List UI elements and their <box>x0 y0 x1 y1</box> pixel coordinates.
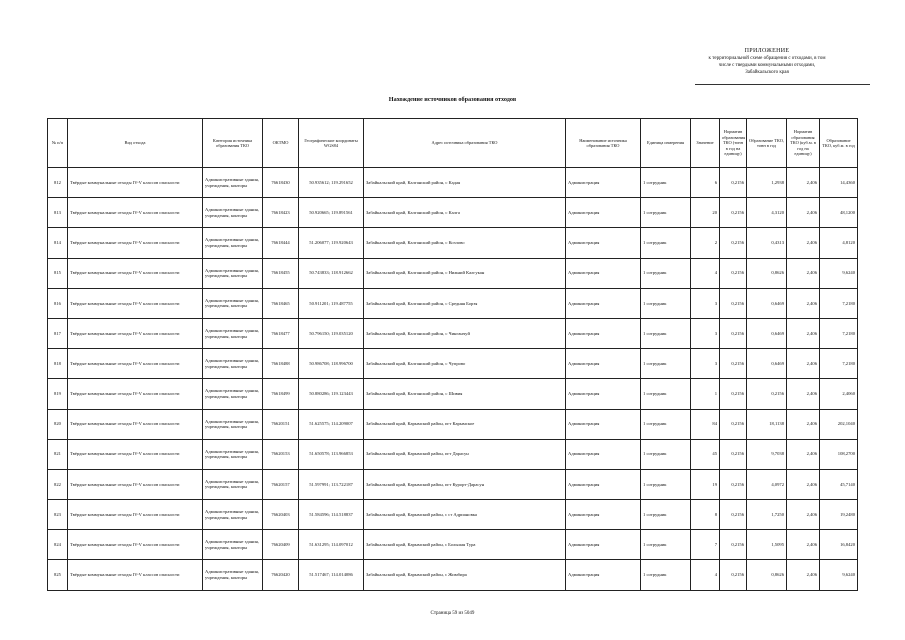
formation-tonnes-cell: 0,6469 <box>747 349 787 379</box>
category-cell: Административные здания, учреждения, конторы <box>203 500 263 530</box>
norm-cubic-cell: 2,406 <box>787 500 820 530</box>
table-row <box>48 258 858 288</box>
unit-cell: 1 сотрудник <box>641 168 691 198</box>
norm-tonnes-cell: 0,2156 <box>720 530 747 560</box>
formation-tonnes-cell: 1,7250 <box>747 500 787 530</box>
norm-cubic-cell: 2,406 <box>787 318 820 348</box>
norm-cubic-cell: 2,406 <box>787 228 820 258</box>
norm-cubic-cell: 2,406 <box>787 530 820 560</box>
waste-type-cell: Твёрдые коммунальные отходы IV-V классов опасности <box>68 439 203 469</box>
formation-cubic-cell: 19,2480 <box>820 500 858 530</box>
address-cell: Забайкальский край, Калганский район, с Нижний Калгукан <box>364 258 566 288</box>
source-name-cell: Администрация <box>566 409 641 439</box>
formation-cubic-cell: 7,2180 <box>820 288 858 318</box>
category-cell: Административные здания, учреждения, конторы <box>203 530 263 560</box>
oktmo-cell: 76618488 <box>263 349 299 379</box>
source-name-cell: Администрация <box>566 379 641 409</box>
table-row <box>48 168 858 198</box>
norm-cubic-cell: 2,406 <box>787 168 820 198</box>
table-row <box>48 349 858 379</box>
column-header: Значение <box>691 119 720 168</box>
table-row <box>48 409 858 439</box>
norm-cubic-cell: 2,406 <box>787 469 820 499</box>
table-body <box>48 168 858 591</box>
norm-tonnes-cell: 0,2156 <box>720 439 747 469</box>
unit-cell: 1 сотрудник <box>641 379 691 409</box>
norm-cubic-cell: 2,406 <box>787 560 820 590</box>
oktmo-cell: 76620151 <box>263 409 299 439</box>
formation-cubic-cell: 4,8120 <box>820 228 858 258</box>
value-cell: 7 <box>691 530 720 560</box>
oktmo-cell: 76620420 <box>263 560 299 590</box>
norm-tonnes-cell: 0,2156 <box>720 500 747 530</box>
unit-cell: 1 сотрудник <box>641 439 691 469</box>
coordinates-cell: 51.206077; 119.920643 <box>299 228 364 258</box>
category-cell: Административные здания, учреждения, конторы <box>203 288 263 318</box>
waste-type-cell: Твёрдые коммунальные отходы IV-V классов опасности <box>68 469 203 499</box>
column-header: Вид отхода <box>68 119 203 168</box>
value-cell: 45 <box>691 439 720 469</box>
appendix-block <box>667 48 867 85</box>
row-number-cell: 822 <box>48 469 68 499</box>
address-cell: Забайкальский край, Карымский район, с ст Адриановка <box>364 500 566 530</box>
row-number-cell: 820 <box>48 409 68 439</box>
column-header: Норматив образования ТКО (тонн в год на единицу) <box>720 119 747 168</box>
category-cell: Административные здания, учреждения, конторы <box>203 168 263 198</box>
formation-tonnes-cell: 1,2938 <box>747 168 787 198</box>
row-number-cell: 815 <box>48 258 68 288</box>
unit-cell: 1 сотрудник <box>641 500 691 530</box>
address-cell: Забайкальский край, Калганский район, с Чупрово <box>364 349 566 379</box>
formation-cubic-cell: 9,6240 <box>820 560 858 590</box>
appendix-title: ПРИЛОЖЕНИЕ <box>744 48 790 54</box>
value-cell: 4 <box>691 560 720 590</box>
coordinates-cell: 51.625575; 114.209007 <box>299 409 364 439</box>
column-header: Географические координаты WGS84 <box>299 119 364 168</box>
coordinates-cell: 50.880286; 119.123443 <box>299 379 364 409</box>
address-cell: Забайкальский край, Карымский район, с Большая Тура <box>364 530 566 560</box>
column-header: Адрес источника образования ТКО <box>364 119 566 168</box>
source-name-cell: Администрация <box>566 560 641 590</box>
waste-type-cell: Твёрдые коммунальные отходы IV-V классов опасности <box>68 349 203 379</box>
source-name-cell: Администрация <box>566 228 641 258</box>
category-cell: Административные здания, учреждения, конторы <box>203 198 263 228</box>
unit-cell: 1 сотрудник <box>641 469 691 499</box>
unit-cell: 1 сотрудник <box>641 530 691 560</box>
norm-tonnes-cell: 0,2156 <box>720 349 747 379</box>
oktmo-cell: 76620409 <box>263 530 299 560</box>
oktmo-cell: 76620157 <box>263 469 299 499</box>
row-number-cell: 819 <box>48 379 68 409</box>
source-name-cell: Администрация <box>566 198 641 228</box>
norm-tonnes-cell: 0,2156 <box>720 228 747 258</box>
source-name-cell: Администрация <box>566 258 641 288</box>
value-cell: 3 <box>691 349 720 379</box>
oktmo-cell: 76618455 <box>263 258 299 288</box>
address-cell: Забайкальский край, Калганский район, с Калга <box>364 198 566 228</box>
value-cell: 8 <box>691 500 720 530</box>
formation-cubic-cell: 2,4060 <box>820 379 858 409</box>
formation-cubic-cell: 14,4360 <box>820 168 858 198</box>
column-header: № п/п <box>48 119 68 168</box>
waste-type-cell: Твёрдые коммунальные отходы IV-V классов опасности <box>68 288 203 318</box>
row-number-cell: 824 <box>48 530 68 560</box>
waste-type-cell: Твёрдые коммунальные отходы IV-V классов опасности <box>68 318 203 348</box>
coordinates-cell: 50.920665; 119.891561 <box>299 198 364 228</box>
formation-tonnes-cell: 0,4313 <box>747 228 787 258</box>
value-cell: 6 <box>691 168 720 198</box>
address-cell: Забайкальский край, Карымский район, с Жимбира <box>364 560 566 590</box>
norm-cubic-cell: 2,406 <box>787 198 820 228</box>
waste-type-cell: Твёрдые коммунальные отходы IV-V классов опасности <box>68 379 203 409</box>
value-cell: 84 <box>691 409 720 439</box>
norm-cubic-cell: 2,406 <box>787 349 820 379</box>
norm-cubic-cell: 2,406 <box>787 288 820 318</box>
waste-type-cell: Твёрдые коммунальные отходы IV-V классов опасности <box>68 258 203 288</box>
waste-type-cell: Твёрдые коммунальные отходы IV-V классов опасности <box>68 168 203 198</box>
table-row <box>48 560 858 590</box>
coordinates-cell: 51.597991; 113.722187 <box>299 469 364 499</box>
formation-tonnes-cell: 18,1138 <box>747 409 787 439</box>
category-cell: Административные здания, учреждения, конторы <box>203 228 263 258</box>
formation-tonnes-cell: 0,2156 <box>747 379 787 409</box>
norm-tonnes-cell: 0,2156 <box>720 168 747 198</box>
formation-cubic-cell: 202,1040 <box>820 409 858 439</box>
coordinates-cell: 50.935612; 119.291652 <box>299 168 364 198</box>
appendix-line: к территориальной схеме обращения с отходами, в том <box>708 56 826 61</box>
table-row <box>48 228 858 258</box>
waste-type-cell: Твёрдые коммунальные отходы IV-V классов опасности <box>68 530 203 560</box>
source-name-cell: Администрация <box>566 530 641 560</box>
value-cell: 3 <box>691 318 720 348</box>
column-header: Наименование источника образования ТКО <box>566 119 641 168</box>
category-cell: Административные здания, учреждения, конторы <box>203 409 263 439</box>
row-number-cell: 817 <box>48 318 68 348</box>
oktmo-cell: 76618499 <box>263 379 299 409</box>
column-header: ОКТМО <box>263 119 299 168</box>
page-footer: Страница 59 из 5049 <box>430 611 475 616</box>
table-row <box>48 439 858 469</box>
formation-tonnes-cell: 1,5095 <box>747 530 787 560</box>
row-number-cell: 823 <box>48 500 68 530</box>
waste-type-cell: Твёрдые коммунальные отходы IV-V классов опасности <box>68 500 203 530</box>
norm-cubic-cell: 2,406 <box>787 379 820 409</box>
column-header: Образование ТКО, тонн в год <box>747 119 787 168</box>
norm-tonnes-cell: 0,2156 <box>720 288 747 318</box>
oktmo-cell: 76618430 <box>263 168 299 198</box>
formation-tonnes-cell: 0,8626 <box>747 258 787 288</box>
column-header: Единица измерения <box>641 119 691 168</box>
category-cell: Административные здания, учреждения, конторы <box>203 379 263 409</box>
unit-cell: 1 сотрудник <box>641 228 691 258</box>
formation-tonnes-cell: 9,7038 <box>747 439 787 469</box>
coordinates-cell: 50.743833; 118.912662 <box>299 258 364 288</box>
coordinates-cell: 51.584596; 114.518837 <box>299 500 364 530</box>
waste-sources-table <box>47 118 858 591</box>
formation-cubic-cell: 16,8420 <box>820 530 858 560</box>
unit-cell: 1 сотрудник <box>641 409 691 439</box>
value-cell: 3 <box>691 288 720 318</box>
unit-cell: 1 сотрудник <box>641 288 691 318</box>
unit-cell: 1 сотрудник <box>641 198 691 228</box>
waste-type-cell: Твёрдые коммунальные отходы IV-V классов опасности <box>68 228 203 258</box>
source-name-cell: Администрация <box>566 168 641 198</box>
unit-cell: 1 сотрудник <box>641 349 691 379</box>
category-cell: Административные здания, учреждения, конторы <box>203 258 263 288</box>
category-cell: Административные здания, учреждения, конторы <box>203 469 263 499</box>
document-title: Нахождение источников образования отходов <box>388 96 517 103</box>
coordinates-cell: 50.796150; 119.035120 <box>299 318 364 348</box>
address-cell: Забайкальский край, Калганский район, с Козлово <box>364 228 566 258</box>
waste-type-cell: Твёрдые коммунальные отходы IV-V классов опасности <box>68 198 203 228</box>
norm-cubic-cell: 2,406 <box>787 439 820 469</box>
address-cell: Забайкальский край, Калганский район, с Кадая <box>364 168 566 198</box>
source-name-cell: Администрация <box>566 349 641 379</box>
formation-cubic-cell: 45,7140 <box>820 469 858 499</box>
column-header: Норматив образования ТКО (куб.м. в год на единицу) <box>787 119 820 168</box>
table-row <box>48 469 858 499</box>
oktmo-cell: 76618423 <box>263 198 299 228</box>
waste-type-cell: Твёрдые коммунальные отходы IV-V классов опасности <box>68 409 203 439</box>
category-cell: Административные здания, учреждения, конторы <box>203 560 263 590</box>
address-cell: Забайкальский край, Калганский район, с Средняя Борзя <box>364 288 566 318</box>
row-number-cell: 821 <box>48 439 68 469</box>
address-cell: Забайкальский край, Калганский район, с Чинганчуй <box>364 318 566 348</box>
oktmo-cell: 76618465 <box>263 288 299 318</box>
source-name-cell: Администрация <box>566 439 641 469</box>
norm-tonnes-cell: 0,2156 <box>720 379 747 409</box>
formation-cubic-cell: 9,6240 <box>820 258 858 288</box>
appendix-line: Забайкальского края <box>745 70 789 75</box>
formation-tonnes-cell: 4,0972 <box>747 469 787 499</box>
oktmo-cell: 76618444 <box>263 228 299 258</box>
oktmo-cell: 76620403 <box>263 500 299 530</box>
coordinates-cell: 50.911201; 119.487755 <box>299 288 364 318</box>
formation-cubic-cell: 48,1200 <box>820 198 858 228</box>
table-row <box>48 198 858 228</box>
address-cell: Забайкальский край, Карымский район, пгт Дарасун <box>364 439 566 469</box>
row-number-cell: 813 <box>48 198 68 228</box>
waste-type-cell: Твёрдые коммунальные отходы IV-V классов опасности <box>68 560 203 590</box>
formation-cubic-cell: 7,2180 <box>820 318 858 348</box>
column-header: Образование ТКО, куб.м. в год <box>820 119 858 168</box>
coordinates-cell: 51.650578; 113.966853 <box>299 439 364 469</box>
source-name-cell: Администрация <box>566 469 641 499</box>
formation-tonnes-cell: 4,3120 <box>747 198 787 228</box>
value-cell: 20 <box>691 198 720 228</box>
formation-cubic-cell: 108,2700 <box>820 439 858 469</box>
coordinates-cell: 51.517467; 114.014086 <box>299 560 364 590</box>
formation-cubic-cell: 7,2180 <box>820 349 858 379</box>
row-number-cell: 818 <box>48 349 68 379</box>
table-row <box>48 318 858 348</box>
norm-tonnes-cell: 0,2156 <box>720 198 747 228</box>
coordinates-cell: 51.631295; 114.097012 <box>299 530 364 560</box>
appendix-rule <box>695 84 870 85</box>
value-cell: 19 <box>691 469 720 499</box>
row-number-cell: 816 <box>48 288 68 318</box>
norm-tonnes-cell: 0,2156 <box>720 258 747 288</box>
address-cell: Забайкальский край, Карымский район, пгт Курорт-Дарасун <box>364 469 566 499</box>
source-name-cell: Администрация <box>566 318 641 348</box>
coordinates-cell: 50.986708; 118.996700 <box>299 349 364 379</box>
oktmo-cell: 76618477 <box>263 318 299 348</box>
table-header-row <box>48 119 858 168</box>
category-cell: Административные здания, учреждения, конторы <box>203 439 263 469</box>
value-cell: 4 <box>691 258 720 288</box>
norm-tonnes-cell: 0,2156 <box>720 469 747 499</box>
formation-tonnes-cell: 0,6469 <box>747 318 787 348</box>
norm-cubic-cell: 2,406 <box>787 258 820 288</box>
norm-tonnes-cell: 0,2156 <box>720 409 747 439</box>
unit-cell: 1 сотрудник <box>641 560 691 590</box>
table-row <box>48 288 858 318</box>
column-header: Категория источника образования ТКО <box>203 119 263 168</box>
oktmo-cell: 76620153 <box>263 439 299 469</box>
address-cell: Забайкальский край, Карымский район, пгт Карымское <box>364 409 566 439</box>
category-cell: Административные здания, учреждения, конторы <box>203 349 263 379</box>
unit-cell: 1 сотрудник <box>641 318 691 348</box>
unit-cell: 1 сотрудник <box>641 258 691 288</box>
norm-tonnes-cell: 0,2156 <box>720 560 747 590</box>
source-name-cell: Администрация <box>566 288 641 318</box>
table-row <box>48 530 858 560</box>
row-number-cell: 814 <box>48 228 68 258</box>
source-name-cell: Администрация <box>566 500 641 530</box>
norm-cubic-cell: 2,406 <box>787 409 820 439</box>
table-row <box>48 500 858 530</box>
address-cell: Забайкальский край, Калганский район, с Шивия <box>364 379 566 409</box>
appendix-line: числе с твердыми коммунальными отходами, <box>718 63 816 68</box>
category-cell: Административные здания, учреждения, конторы <box>203 318 263 348</box>
norm-tonnes-cell: 0,2156 <box>720 318 747 348</box>
formation-tonnes-cell: 0,6469 <box>747 288 787 318</box>
value-cell: 1 <box>691 379 720 409</box>
table-row <box>48 379 858 409</box>
formation-tonnes-cell: 0,8626 <box>747 560 787 590</box>
value-cell: 2 <box>691 228 720 258</box>
row-number-cell: 825 <box>48 560 68 590</box>
row-number-cell: 812 <box>48 168 68 198</box>
